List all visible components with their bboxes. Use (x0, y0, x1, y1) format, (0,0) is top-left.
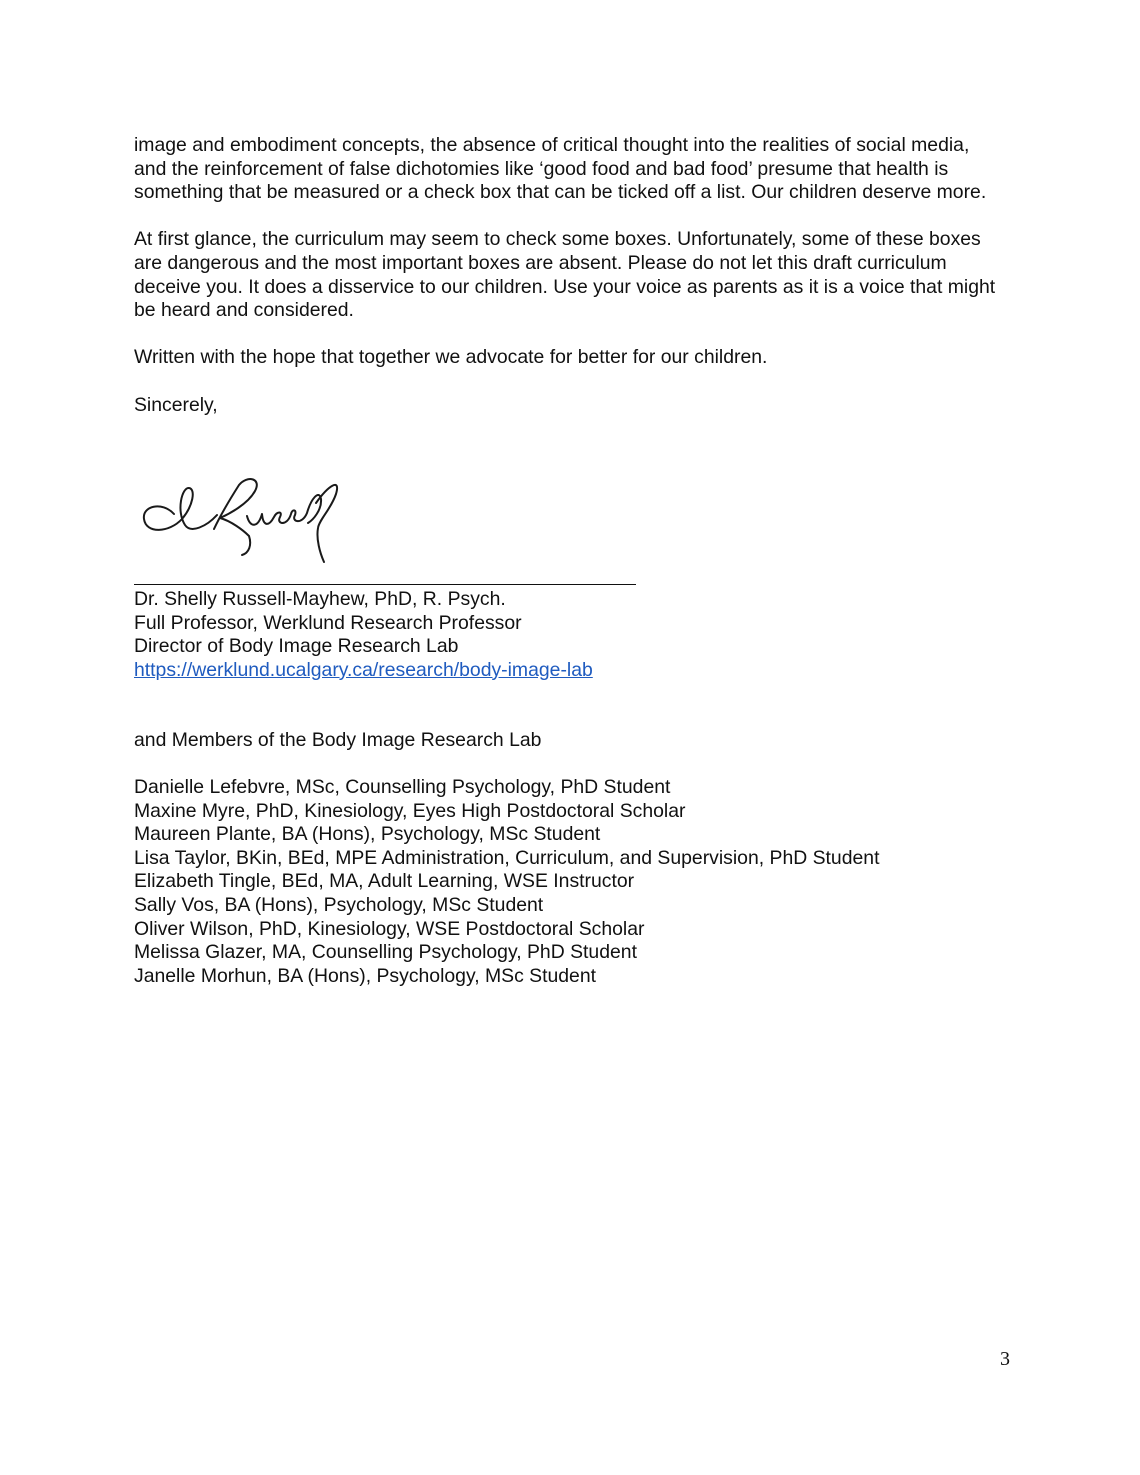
handwritten-signature (138, 470, 348, 568)
member-item: Maxine Myre, PhD, Kinesiology, Eyes High Postdoctoral Scholar (134, 799, 686, 822)
member-item: Sally Vos, BA (Hons), Psychology, MSc Student (134, 893, 544, 916)
member-item: Lisa Taylor, BKin, BEd, MPE Administration, Curriculum, and Supervision, PhD Student (134, 846, 880, 869)
member-item: Janelle Morhun, BA (Hons), Psychology, MSc Student (134, 964, 597, 987)
members-heading: and Members of the Body Image Research Lab (134, 729, 542, 751)
member-item: Melissa Glazer, MA, Counselling Psychology, PhD Student (134, 941, 637, 964)
body-paragraph-3: Written with the hope that together we advocate for better for our children. (134, 346, 768, 369)
lab-website-link[interactable]: https://werklund.ucalgary.ca/research/body-image-lab (134, 658, 593, 681)
signer-name: Dr. Shelly Russell-Mayhew, PhD, R. Psych. (134, 588, 506, 610)
signature-line (134, 584, 636, 585)
signature-block (134, 462, 654, 592)
member-item: Maureen Plante, BA (Hons), Psychology, MSc Student (134, 823, 601, 846)
body-paragraph-2: At first glance, the curriculum may seem to check some boxes. Unfortunately, some of these boxes are dangerous and the most important boxes are absent. Please do not let this draft curriculum deceive you. It does a disservice to our children. Use your voice as parents as it is a voice that might be heard and considered. (134, 228, 996, 322)
signer-role: Director of Body Image Research Lab (134, 635, 459, 658)
member-item: Elizabeth Tingle, BEd, MA, Adult Learning, WSE Instructor (134, 870, 635, 893)
members-list (134, 776, 1004, 988)
signer-title: Full Professor, Werklund Research Professor (134, 611, 522, 634)
member-item: Oliver Wilson, PhD, Kinesiology, WSE Postdoctoral Scholar (134, 917, 645, 940)
closing-salutation: Sincerely, (134, 393, 218, 416)
body-paragraph-1: image and embodiment concepts, the absence of critical thought into the realities of social media, and the reinforcement of false dichotomies like ‘good food and bad food’ presume that health is something that be measured or a check box that can be ticked off a list. Our children deserve more. (134, 134, 987, 204)
letter-body (134, 134, 1009, 441)
page-number: 3 (1000, 1348, 1010, 1370)
member-item: Danielle Lefebvre, MSc, Counselling Psychology, PhD Student (134, 776, 671, 798)
signer-block (134, 588, 834, 682)
